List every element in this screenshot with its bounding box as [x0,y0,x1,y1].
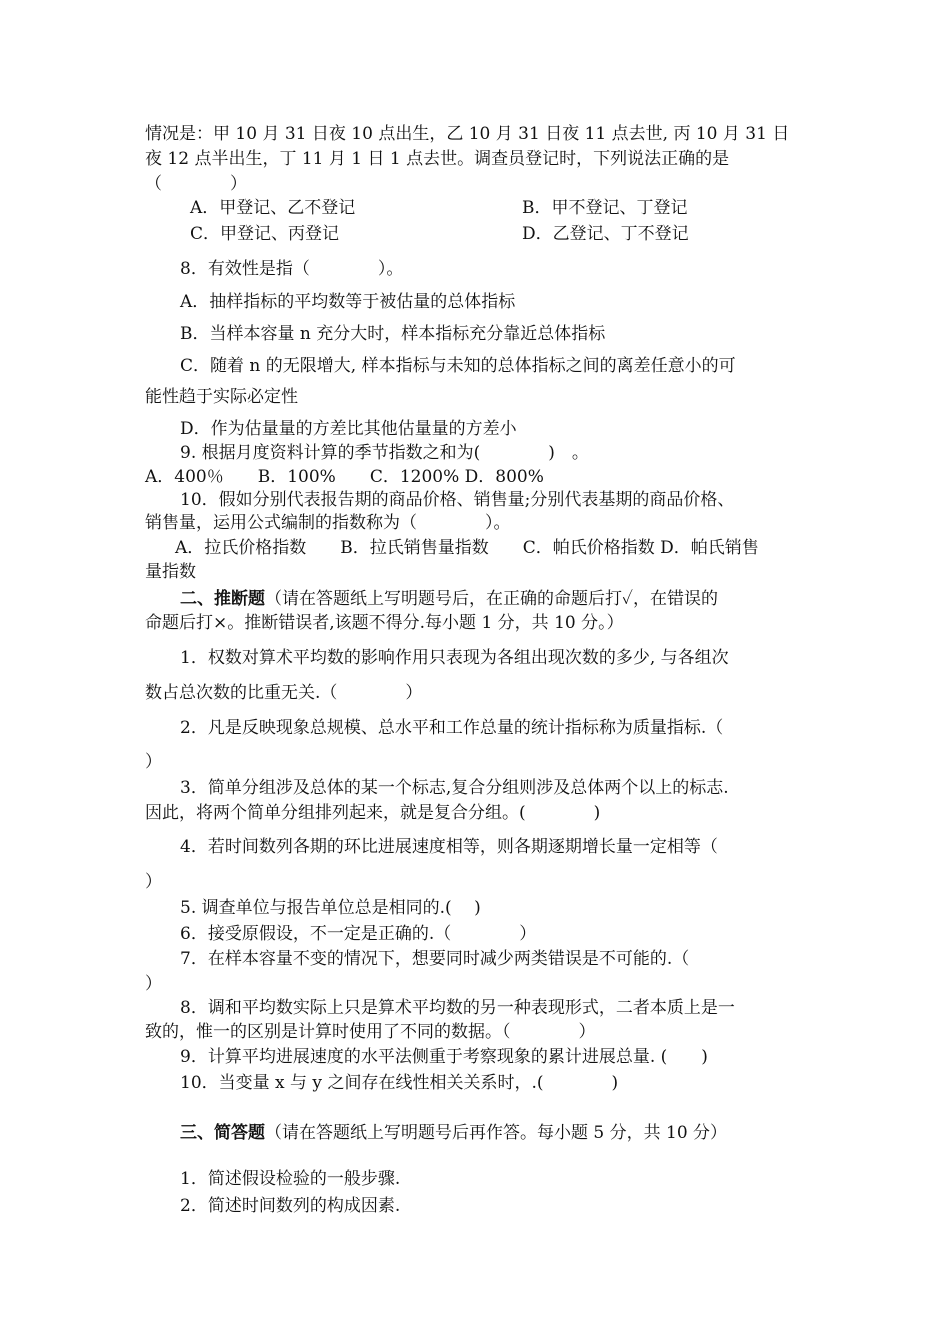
q10-options-line2: 量指数 [145,562,196,582]
q8-option-c-line1: C．随着 n 的无限增大, 样本指标与未知的总体指标之间的离差任意小的可 [180,356,736,376]
section3-intro: （请在答题纸上写明题号后再作答。每小题 5 分，共 10 分） [265,1123,728,1143]
judge-item-2-line1: 2．凡是反映现象总规模、总水平和工作总量的统计指标称为质量指标.（ [180,718,724,738]
judge-item-4-line1: 4．若时间数列各期的环比进展速度相等，则各期逐期增长量一定相等（ [180,837,718,857]
q7-option-c: C．甲登记、丙登记 [190,224,340,244]
section2-title: 二、推断题 [180,589,265,609]
judge-item-1-line2: 数占总次数的比重无关.（ ） [145,683,423,703]
short-answer-item-1: 1．简述假设检验的一般步骤. [180,1169,401,1189]
judge-item-4-line2: ） [145,872,162,892]
q8-option-b: B．当样本容量 n 充分大时，样本指标充分靠近总体指标 [180,324,606,344]
judge-item-1-line1: 1．权数对算术平均数的影响作用只表现为各组出现次数的多少, 与各组次 [180,648,729,668]
q8-option-d: D．作为估量量的方差比其他估量量的方差小 [180,419,517,439]
q10-stem-line1: 10．假如分别代表报告期的商品价格、销售量;分别代表基期的商品价格、 [180,490,735,510]
judge-item-9: 9．计算平均进展速度的水平法侧重于考察现象的累计进展总量. ( ) [180,1047,708,1067]
q7-stem-line2: 夜 12 点半出生，丁 11 月 1 日 1 点去世。调查员登记时，下列说法正确的是 [145,149,730,169]
judge-item-7-line1: 7．在样本容量不变的情况下，想要同时减少两类错误是不可能的.（ [180,949,690,969]
judge-item-8-line2: 致的，惟一的区别是计算时使用了不同的数据。（ ） [145,1022,596,1042]
section2-intro-line1: （请在答题纸上写明题号后，在正确的命题后打✓，在错误的 [265,589,718,609]
section2-heading [180,588,850,610]
section3-heading [180,1122,850,1144]
judge-item-3-line1: 3．简单分组涉及总体的某一个标志,复合分组则涉及总体两个以上的标志. [180,778,729,798]
judge-item-7-line2: ） [145,974,162,994]
q10-options-line1: A．拉氏价格指数 B．拉氏销售量指数 C．帕氏价格指数 D．帕氏销售 [175,538,759,558]
judge-item-3-line2: 因此，将两个简单分组排列起来，就是复合分组。( ) [145,803,601,823]
q10-stem-line2: 销售量，运用公式编制的指数称为（ ）。 [145,513,511,533]
section3-title: 三、简答题 [180,1123,265,1143]
judge-item-5: 5. 调查单位与报告单位总是相同的.( ) [180,898,481,918]
judge-item-10: 10．当变量 x 与 y 之间存在线性相关关系时，.( ) [180,1073,619,1093]
judge-item-8-line1: 8．调和平均数实际上只是算术平均数的另一种表现形式，二者本质上是一 [180,998,735,1018]
q7-option-b: B．甲不登记、丁登记 [522,198,688,218]
judge-item-6: 6．接受原假设，不一定是正确的.（ ） [180,924,537,944]
short-answer-item-2: 2．简述时间数列的构成因素. [180,1196,401,1216]
q8-option-c-line2: 能性趋于实际必定性 [145,387,298,407]
section2-intro-line2: 命题后打×。推断错误者,该题不得分.每小题 1 分，共 10 分。） [145,613,624,633]
q9-stem: 9. 根据月度资料计算的季节指数之和为( ) 。 [180,443,589,463]
q8-option-a: A．抽样指标的平均数等于被估量的总体指标 [180,292,516,312]
q7-option-a: A．甲登记、乙不登记 [190,198,356,218]
q8-stem: 8．有效性是指（ ）。 [180,259,404,279]
judge-item-2-line2: ） [145,752,162,772]
q7-stem-line3: （ ） [145,174,247,194]
q7-option-d: D．乙登记、丁不登记 [522,224,689,244]
q9-options: A．400％ B．100% C．1200% D．800% [145,467,544,487]
q7-stem-line1: 情况是：甲 10 月 31 日夜 10 点出生，乙 10 月 31 日夜 11 点去世, 丙 10 月 31 日 [145,124,790,144]
